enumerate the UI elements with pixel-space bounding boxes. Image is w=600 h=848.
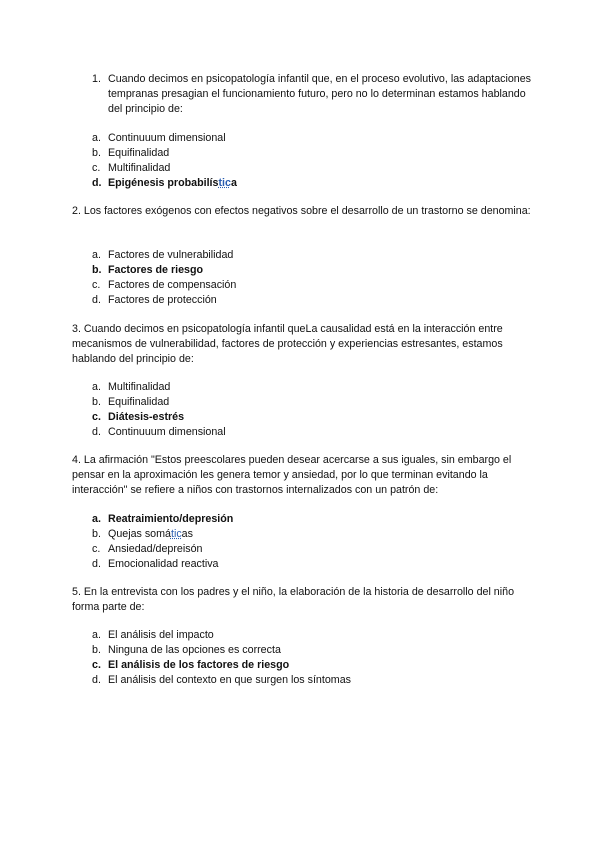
option-c — [92, 161, 532, 176]
option-text: Factores de riesgo — [108, 264, 204, 276]
question-number: 1. — [92, 73, 101, 85]
option-letter: b. — [92, 264, 102, 276]
option-d — [92, 673, 532, 688]
option-text: Ninguna de las opciones es correcta — [108, 644, 281, 656]
option-b — [92, 643, 532, 658]
option-letter: d. — [92, 177, 102, 189]
options-list-5 — [92, 628, 532, 688]
options-list-4 — [92, 512, 532, 572]
option-text: Factores de protección — [108, 294, 217, 306]
option-b-correct — [92, 263, 532, 278]
option-letter: a. — [92, 132, 101, 144]
question-2-text: 2. Los factores exógenos con efectos negativos sobre el desarrollo de un trastorno se denomina: — [72, 205, 531, 217]
option-b — [92, 395, 532, 410]
option-letter: a. — [92, 513, 101, 525]
option-text: Multifinalidad — [108, 162, 171, 174]
option-text: Equifinalidad — [108, 147, 170, 159]
option-c — [92, 278, 532, 293]
option-letter: a. — [92, 629, 101, 641]
option-text: Ansiedad/depreisón — [108, 543, 203, 555]
option-a-correct — [92, 512, 532, 527]
option-c — [92, 542, 532, 557]
option-d — [92, 557, 532, 572]
option-c-correct — [92, 410, 532, 425]
option-letter: a. — [92, 381, 101, 393]
option-text: Multifinalidad — [108, 381, 171, 393]
option-text: Reatraimiento/depresión — [108, 513, 234, 525]
option-text: Factores de compensación — [108, 279, 237, 291]
option-a — [92, 380, 532, 395]
options-list-2 — [92, 248, 532, 308]
question-5-text: 5. En la entrevista con los padres y el niño, la elaboración de la historia de desarrollo del niño forma parte de: — [72, 586, 515, 613]
options-list-1 — [92, 131, 532, 191]
option-text: El análisis de los factores de riesgo — [108, 659, 290, 671]
option-text: El análisis del impacto — [108, 629, 214, 641]
option-a — [92, 131, 532, 146]
question-1 — [92, 72, 532, 117]
option-letter: c. — [92, 162, 101, 174]
spellcheck-mark: tic — [170, 528, 182, 540]
option-letter: c. — [92, 543, 101, 555]
option-letter: c. — [92, 411, 101, 423]
option-text: Quejas somáticas — [108, 528, 193, 540]
option-letter: d. — [92, 294, 101, 306]
option-letter: b. — [92, 147, 101, 159]
option-d — [92, 425, 532, 440]
option-b — [92, 146, 532, 161]
option-letter: b. — [92, 528, 101, 540]
option-a — [92, 628, 532, 643]
option-letter: c. — [92, 279, 101, 291]
option-text: Equifinalidad — [108, 396, 170, 408]
question-4-text: 4. La afirmación "Estos preescolares pueden desear acercarse a sus iguales, sin embargo el pensar en la aproximación les genera temor y ansiedad, por lo que terminan evitando la interacción" se refiere a niños con trastornos internalizados con un patrón de: — [72, 454, 512, 496]
option-text: Continuuum dimensional — [108, 426, 226, 438]
option-letter: a. — [92, 249, 101, 261]
option-text: Emocionalidad reactiva — [108, 558, 219, 570]
option-b — [92, 527, 532, 542]
option-letter: d. — [92, 674, 101, 686]
option-a — [92, 248, 532, 263]
option-text: Factores de vulnerabilidad — [108, 249, 234, 261]
option-letter: c. — [92, 659, 101, 671]
option-text: Epigénesis probabilística — [108, 177, 237, 189]
option-letter: d. — [92, 426, 101, 438]
spellcheck-mark: tic — [218, 177, 231, 189]
option-letter: d. — [92, 558, 101, 570]
option-d — [92, 293, 532, 308]
question-text: Cuando decimos en psicopatología infantil que, en el proceso evolutivo, las adaptaciones tempranas presagian el funcionamiento futuro, pero no lo determinan estamos hablando del principio de: — [108, 73, 532, 115]
question-3-text: 3. Cuando decimos en psicopatología infantil queLa causalidad está en la interacción entre mecanismos de vulnerabilidad, factores de protección y experiencias estresantes, estamos hablando del principio de: — [72, 323, 503, 365]
option-letter: b. — [92, 396, 101, 408]
options-list-3 — [92, 380, 532, 440]
option-d-correct — [92, 176, 532, 191]
option-text: El análisis del contexto en que surgen los síntomas — [108, 674, 351, 686]
option-text: Continuuum dimensional — [108, 132, 226, 144]
option-c-correct — [92, 658, 532, 673]
option-letter: b. — [92, 644, 101, 656]
option-text: Diátesis-estrés — [108, 411, 185, 423]
